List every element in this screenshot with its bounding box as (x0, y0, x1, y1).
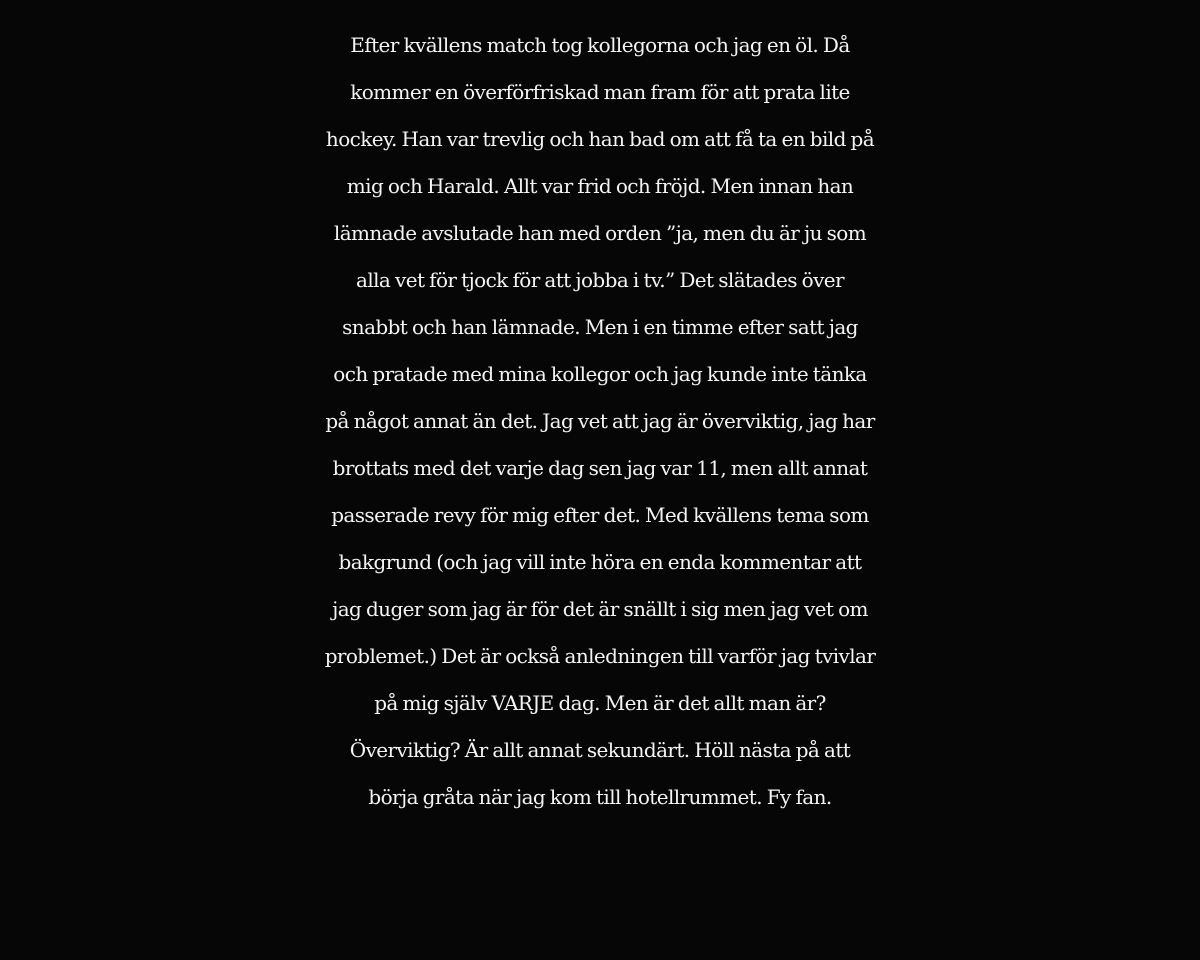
story-line: problemet.) Det är också anledningen till varför jag tvivlar (324, 644, 876, 668)
story-line: jag duger som jag är för det är snällt i sig men jag vet om (332, 597, 868, 621)
story-line: Överviktig? Är allt annat sekundärt. Höll nästa på att (349, 738, 851, 762)
story-line: kommer en överförfriskad man fram för att prata lite (350, 80, 850, 104)
story-text (0, 22, 1200, 821)
story-line: brottats med det varje dag sen jag var 11, men allt annat (332, 456, 868, 480)
story-line: passerade revy för mig efter det. Med kvällens tema som (331, 503, 869, 527)
story-line: börja gråta när jag kom till hotellrummet. Fy fan. (368, 785, 832, 809)
story-line: på något annat än det. Jag vet att jag är överviktig, jag har (325, 409, 875, 433)
story-line: Efter kvällens match tog kollegorna och jag en öl. Då (350, 33, 850, 57)
story-line: snabbt och han lämnade. Men i en timme efter satt jag (342, 315, 858, 339)
story-line: och pratade med mina kollegor och jag kunde inte tänka (333, 362, 867, 386)
story-line: hockey. Han var trevlig och han bad om att få ta en bild på (325, 127, 875, 151)
story-line: mig och Harald. Allt var frid och fröjd. Men innan han (346, 174, 854, 198)
story-line: alla vet för tjock för att jobba i tv.” Det slätades över (356, 268, 844, 292)
story-line: lämnade avslutade han med orden ”ja, men du är ju som (333, 221, 867, 245)
story-line: på mig själv VARJE dag. Men är det allt man är? (374, 691, 826, 715)
story-line: bakgrund (och jag vill inte höra en enda kommentar att (338, 550, 862, 574)
